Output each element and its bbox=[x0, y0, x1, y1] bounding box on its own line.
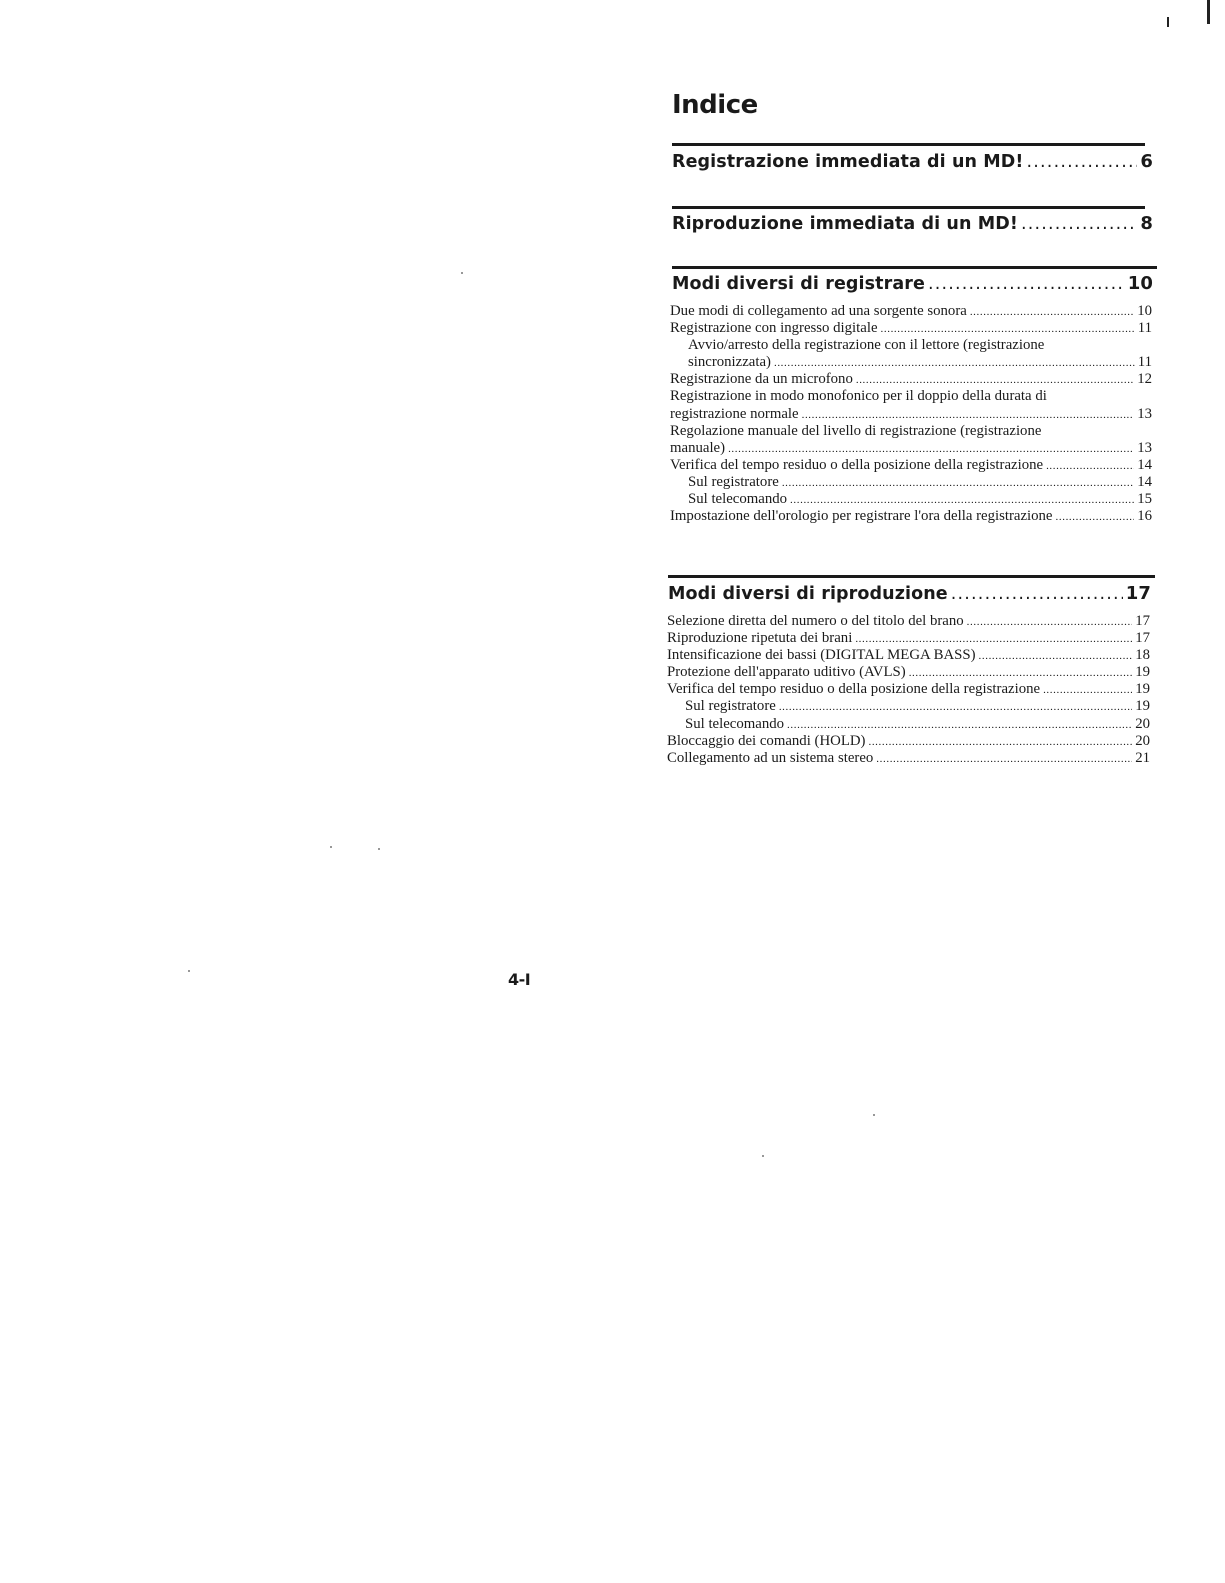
scan-mark bbox=[1207, 0, 1210, 24]
entry-text: Intensificazione dei bassi (DIGITAL MEGA BASS) bbox=[667, 647, 976, 664]
toc-entry[interactable] bbox=[670, 474, 1152, 491]
toc-entry[interactable] bbox=[670, 337, 1152, 354]
toc-entry[interactable] bbox=[667, 716, 1150, 733]
section-title: Modi diversi di riproduzione bbox=[668, 584, 948, 604]
entry-text: Sul registratore bbox=[688, 473, 779, 490]
leader-dots bbox=[909, 664, 1133, 682]
entry-page: 17 bbox=[1135, 613, 1150, 629]
toc-entry[interactable] bbox=[670, 303, 1152, 320]
leader-dots bbox=[1046, 457, 1134, 475]
entry-text: Verifica del tempo residuo o della posizione della registrazione bbox=[670, 456, 1044, 473]
toc-entry[interactable] bbox=[670, 508, 1152, 525]
scan-speck bbox=[188, 970, 190, 972]
page-number: 4-I bbox=[508, 970, 531, 989]
entry-page: 14 bbox=[1137, 473, 1152, 490]
toc-entry[interactable] bbox=[670, 388, 1152, 405]
entry-text: Verifica del tempo residuo o della posizione della registrazione bbox=[667, 681, 1041, 698]
toc-entry[interactable] bbox=[670, 354, 1152, 371]
toc-entry[interactable] bbox=[670, 371, 1152, 388]
entry-page: 12 bbox=[1137, 371, 1152, 388]
section-heading bbox=[672, 273, 1153, 294]
toc-entry[interactable] bbox=[667, 698, 1150, 715]
index-title: Indice bbox=[672, 90, 758, 120]
section-title: Riproduzione immediata di un MD! bbox=[672, 214, 1018, 234]
entry-page: 20 bbox=[1135, 715, 1150, 732]
entry-text: Registrazione da un microfono bbox=[670, 371, 853, 388]
entry-text: Registrazione in modo monofonico per il doppio della durata di bbox=[670, 388, 1047, 405]
section-rule bbox=[672, 143, 1145, 146]
section-heading bbox=[672, 213, 1153, 234]
entry-text: Avvio/arresto della registrazione con il lettore (registrazione bbox=[688, 337, 1045, 354]
section-heading bbox=[668, 583, 1151, 604]
leader-dots bbox=[855, 630, 1132, 648]
leader-dots bbox=[876, 750, 1132, 768]
entry-page: 16 bbox=[1137, 508, 1152, 525]
toc-entry[interactable] bbox=[667, 681, 1150, 698]
scan-speck bbox=[762, 1155, 764, 1157]
entry-text: Registrazione con ingresso digitale bbox=[670, 320, 878, 337]
leader-dots bbox=[1027, 152, 1138, 172]
leader-dots bbox=[951, 584, 1123, 604]
section-page: 6 bbox=[1140, 151, 1153, 172]
toc-entry[interactable] bbox=[670, 491, 1152, 508]
entry-page: 20 bbox=[1135, 732, 1150, 749]
leader-dots bbox=[970, 303, 1134, 321]
entry-page: 11 bbox=[1137, 320, 1152, 337]
section-page: 17 bbox=[1125, 583, 1151, 604]
entry-text: Selezione diretta del numero o del titolo del brano bbox=[667, 613, 964, 629]
toc-entry[interactable] bbox=[667, 647, 1150, 664]
entry-text: Sul telecomando bbox=[685, 715, 785, 732]
toc-entry[interactable] bbox=[667, 630, 1150, 647]
entry-page: 18 bbox=[1135, 647, 1150, 664]
entry-text: Regolazione manuale del livello di registrazione (registrazione bbox=[670, 422, 1042, 439]
entry-text: Due modi di collegamento ad una sorgente sonora bbox=[670, 303, 967, 319]
section-title: Modi diversi di registrare bbox=[672, 274, 925, 294]
entry-page: 13 bbox=[1137, 439, 1152, 456]
toc-entry[interactable] bbox=[670, 320, 1152, 337]
section-page: 10 bbox=[1127, 273, 1153, 294]
toc-entry[interactable] bbox=[670, 406, 1152, 423]
section-entries bbox=[670, 303, 1152, 525]
entry-text: Impostazione dell'orologio per registrare l'ora della registrazione bbox=[670, 508, 1053, 525]
toc-entry[interactable] bbox=[670, 423, 1152, 440]
toc-entry[interactable] bbox=[667, 613, 1150, 630]
entry-text: registrazione normale bbox=[670, 405, 799, 422]
leader-dots bbox=[967, 613, 1133, 631]
entry-page: 10 bbox=[1137, 303, 1152, 319]
entry-text: Protezione dell'apparato uditivo (AVLS) bbox=[667, 664, 906, 681]
section-rule bbox=[672, 206, 1145, 209]
scan-speck bbox=[330, 846, 332, 848]
toc-entry[interactable] bbox=[667, 733, 1150, 750]
scan-mark bbox=[1167, 17, 1169, 27]
entry-page: 21 bbox=[1135, 749, 1150, 766]
entry-page: 14 bbox=[1137, 456, 1152, 473]
leader-dots bbox=[979, 647, 1133, 665]
entry-text: Riproduzione ripetuta dei brani bbox=[667, 630, 853, 647]
entry-text: Sul registratore bbox=[685, 698, 776, 715]
entry-page: 15 bbox=[1137, 491, 1152, 508]
toc-entry[interactable] bbox=[667, 750, 1150, 767]
entry-page: 19 bbox=[1135, 698, 1150, 715]
leader-dots bbox=[1043, 681, 1132, 699]
leader-dots bbox=[881, 320, 1135, 338]
toc-entry[interactable] bbox=[670, 457, 1152, 474]
entry-text: Sul telecomando bbox=[688, 491, 788, 508]
leader-dots bbox=[1021, 214, 1137, 234]
leader-dots bbox=[928, 274, 1125, 294]
leader-dots bbox=[856, 371, 1134, 389]
toc-entry[interactable] bbox=[667, 664, 1150, 681]
section-title: Registrazione immediata di un MD! bbox=[672, 152, 1024, 172]
scan-speck bbox=[873, 1114, 875, 1116]
section-entries bbox=[667, 613, 1150, 767]
entry-page: 19 bbox=[1135, 681, 1150, 698]
entry-page: 11 bbox=[1137, 354, 1152, 371]
entry-text: manuale) bbox=[670, 439, 726, 456]
leader-dots bbox=[868, 733, 1132, 751]
entry-text: sincronizzata) bbox=[688, 354, 771, 371]
section-rule bbox=[668, 575, 1155, 578]
entry-text: Bloccaggio dei comandi (HOLD) bbox=[667, 732, 866, 749]
section-heading bbox=[672, 151, 1153, 172]
leader-dots bbox=[779, 698, 1132, 716]
entry-page: 13 bbox=[1137, 405, 1152, 422]
leader-dots bbox=[782, 474, 1134, 492]
scan-speck bbox=[461, 272, 463, 274]
scan-speck bbox=[378, 848, 380, 850]
leader-dots bbox=[1056, 508, 1135, 526]
leader-dots bbox=[774, 354, 1135, 372]
leader-dots bbox=[787, 716, 1132, 734]
section-page: 8 bbox=[1140, 213, 1153, 234]
leader-dots bbox=[728, 440, 1134, 458]
entry-page: 19 bbox=[1135, 664, 1150, 681]
entry-text: Collegamento ad un sistema stereo bbox=[667, 749, 874, 766]
leader-dots bbox=[790, 491, 1134, 509]
section-rule bbox=[672, 266, 1157, 269]
leader-dots bbox=[802, 406, 1135, 424]
entry-page: 17 bbox=[1135, 630, 1150, 647]
toc-entry[interactable] bbox=[670, 440, 1152, 457]
